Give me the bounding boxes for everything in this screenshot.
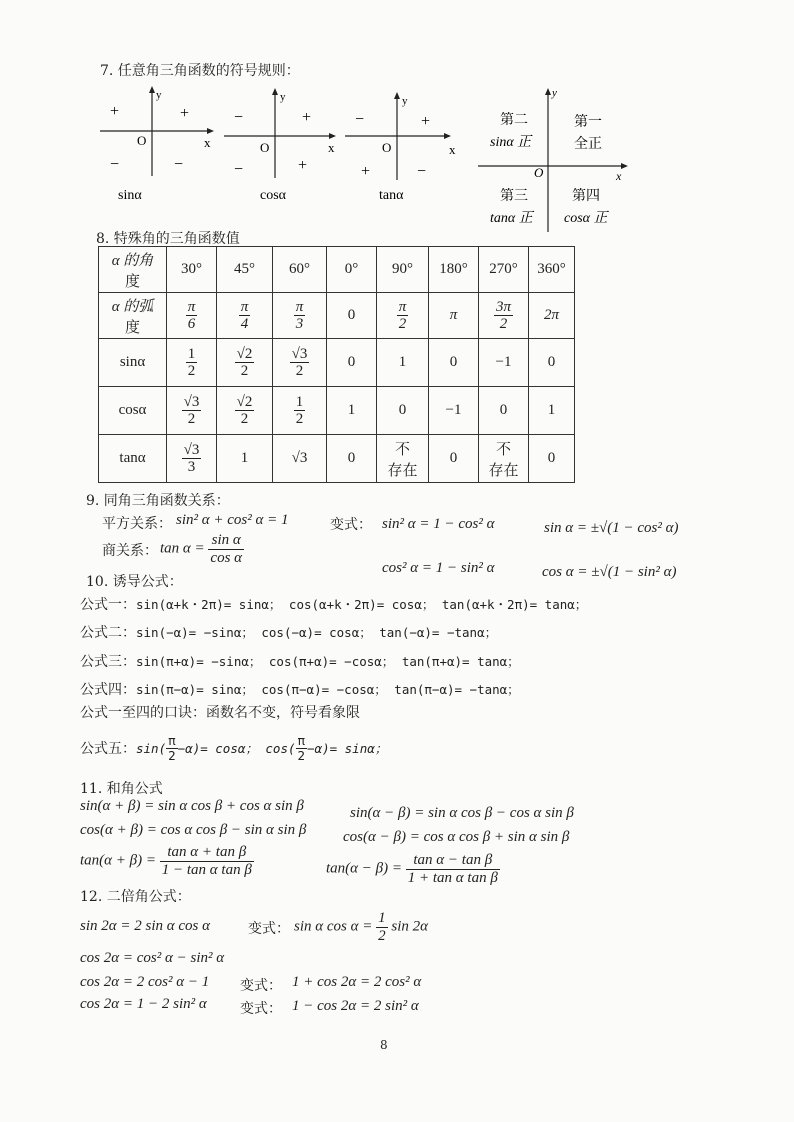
table-cell: 60° [273,247,327,293]
table-cell: 180° [429,247,479,293]
formula-3-line: 公式三：sin(π+α)= −sinα； cos(π+α)= −cosα； tan(π+α)= tanα； [80,654,520,670]
diagram-caption: cosα [260,188,286,203]
square-relation-formula: sin² α + cos² α = 1 [176,512,289,528]
table-cell: $\frac{\pi}{6}$ [167,293,217,339]
table-cell: 不 存在 [377,435,429,483]
sum-formula-tan-minus: tan(α − β) = $\frac{\text{tan α − tan β}}{\text{1 + tan α tan β}}$ [326,852,498,886]
quadrant-1-name: 第一 [574,115,602,130]
quadrant-3-rule: tanα 正 [490,211,533,226]
double-angle-cos-variant-2: 1 − cos 2α = 2 sin² α [292,998,419,1014]
table-cell: 0 [429,339,479,387]
table-cell: 2π [529,293,575,339]
quotient-relation-label: 商关系： [102,543,158,559]
quadrant-4-sign: − [417,163,427,180]
formula-rhyme: 公式一至四的口诀：函数名不变，符号看象限 [80,705,360,721]
sum-formula-tan-plus: tan(α + β) = $\frac{\text{tan α + tan β}}{\text{1 − tan α tan β}}$ [80,844,252,878]
quadrant-3-sign: − [110,156,120,173]
sum-formula-sin-minus: sin(α − β) = sin α cos β − cos α sin β [350,805,574,821]
quadrant-4-rule: cosα 正 [564,211,608,226]
variant-formula-1: sin² α = 1 − cos² α [382,516,495,532]
section-12-title: 12. 二倍角公式： [80,889,191,905]
double-angle-cos-variant-1: 1 + cos 2α = 2 cos² α [292,974,422,990]
formula-5-line: 公式五：sin( $\frac{\pi}{2}$ −α)= cosα； cos( $\frac{\pi}{2}$ −α)= sinα； [80,733,388,763]
variant-label: 变式： [248,921,290,937]
table-row-tan [99,435,575,483]
table-cell: 不 存在 [479,435,529,483]
x-axis-label: x [616,169,622,183]
quadrant-3-name: 第三 [500,189,528,204]
table-cell: √3 [273,435,327,483]
x-axis-label: x [204,135,211,150]
quadrant-4-name: 第四 [572,189,600,204]
quadrant-2-sign: − [234,109,244,126]
table-cell: $\frac{3\pi}{2}$ [479,293,529,339]
y-axis-label: y [156,89,162,101]
diagram-caption: tanα [379,188,404,203]
quadrant-4-sign: − [174,156,184,173]
tan-sign-diagram [345,88,470,204]
y-axis-label: y [402,95,408,107]
table-cell: $\frac{√3}{2}$ [273,339,327,387]
double-angle-cos-3: cos 2α = 1 − 2 sin² α [80,996,207,1012]
variant-formula-2: sin α = ±√(1 − cos² α) [544,520,679,536]
table-cell: −1 [429,387,479,435]
origin-label: O [260,140,270,155]
double-angle-sin-variant: sin α cos α = $\frac{1}{2}$ sin 2α [294,910,429,944]
row-header: sinα [99,339,167,387]
section-7-title: 7. 任意角三角函数的符号规则： [100,63,300,79]
quotient-relation-formula: tan α = $\frac{\text{sin α}}{\text{cos α}}$ [160,532,243,566]
origin-label: O [534,165,544,180]
page-number: 8 [380,1038,388,1052]
double-angle-cos-2: cos 2α = 2 cos² α − 1 [80,974,210,990]
sum-formula-sin-plus: sin(α + β) = sin α cos β + cos α sin β [80,798,304,814]
table-cell: 0° [327,247,377,293]
quadrant-1-sign: + [180,105,190,122]
quadrant-1-sign: + [421,113,431,130]
table-cell: $\frac{√3}{3}$ [167,435,217,483]
table-row-sin [99,339,575,387]
y-axis-label: y [552,87,557,99]
quadrant-2-sign: + [110,103,120,120]
variant-label: 变式： [240,978,282,994]
table-cell: 0 [327,293,377,339]
table-cell: 30° [167,247,217,293]
row-header: tanα [99,435,167,483]
quadrant-2-name: 第二 [500,113,528,128]
table-cell: 0 [377,387,429,435]
table-cell: 0 [529,435,575,483]
variant-formula-3: cos² α = 1 − sin² α [382,560,495,576]
table-cell: $\frac{\pi}{4}$ [217,293,273,339]
table-cell: 0 [529,339,575,387]
table-cell: $\frac{√2}{2}$ [217,339,273,387]
table-cell: π [429,293,479,339]
variant-label: 变式： [330,517,372,533]
origin-label: O [382,140,392,155]
formula-1-line: 公式一：sin(α+k・2π)= sinα； cos(α+k・2π)= cosα； tan(α+k・2π)= tanα； [80,597,588,613]
sin-sign-diagram [96,84,226,204]
section-8-title: 8. 特殊角的三角函数值 [96,231,240,247]
table-cell: 45° [217,247,273,293]
quadrant-1-rule: 全正 [574,137,602,152]
quadrant-1-sign: + [302,109,312,126]
section-9-title: 9. 同角三角函数关系： [86,493,230,509]
table-cell: 1 [529,387,575,435]
table-cell: $\frac{1}{2}$ [273,387,327,435]
quadrant-2-sign: − [355,111,365,128]
section-11-title: 11. 和角公式 [80,781,163,797]
quadrant-3-sign: + [361,163,371,180]
sum-formula-cos-minus: cos(α − β) = cos α cos β + sin α sin β [343,829,570,845]
table-cell: 0 [429,435,479,483]
table-row-radian [99,293,575,339]
formula-2-line: 公式二：sin(−α)= −sinα； cos(−α)= cosα； tan(−α)= −tanα； [80,625,498,641]
y-axis-label: y [280,91,286,103]
formula-4-line: 公式四：sin(π−α)= sinα； cos(π−α)= −cosα； tan(π−α)= −tanα； [80,682,520,698]
table-cell: 1 [327,387,377,435]
cos-sign-diagram [222,84,352,204]
quadrant-4-sign: + [298,157,308,174]
quadrant-2-rule: sinα 正 [490,135,532,150]
quadrant-sign-diagram [476,84,636,234]
variant-formula-4: cos α = ±√(1 − sin² α) [542,564,677,580]
table-cell: 360° [529,247,575,293]
table-cell: $\frac{√3}{2}$ [167,387,217,435]
table-cell: 0 [479,387,529,435]
table-cell: 1 [377,339,429,387]
quadrant-3-sign: − [234,161,244,178]
table-cell: 270° [479,247,529,293]
double-angle-cos-1: cos 2α = cos² α − sin² α [80,950,225,966]
x-axis-label: x [449,142,456,157]
table-row-cos [99,387,575,435]
table-cell: −1 [479,339,529,387]
row-header: α 的弧 度 [99,293,167,339]
table-cell: $\frac{\pi}{2}$ [377,293,429,339]
table-cell: 90° [377,247,429,293]
square-relation-label: 平方关系： [102,516,172,532]
origin-label: O [137,133,147,148]
special-angle-table [98,246,575,483]
table-cell: 0 [327,435,377,483]
variant-label: 变式： [240,1001,282,1017]
table-cell: $\frac{1}{2}$ [167,339,217,387]
sum-formula-cos-plus: cos(α + β) = cos α cos β − sin α sin β [80,822,307,838]
diagram-caption: sinα [118,188,142,203]
section-10-title: 10. 诱导公式： [86,574,183,590]
double-angle-sin: sin 2α = 2 sin α cos α [80,918,210,934]
x-axis-label: x [328,140,335,155]
table-cell: 0 [327,339,377,387]
row-header: α 的角 度 [99,247,167,293]
table-cell: 1 [217,435,273,483]
table-cell: $\frac{√2}{2}$ [217,387,273,435]
row-header: cosα [99,387,167,435]
table-cell: $\frac{\pi}{3}$ [273,293,327,339]
table-row-degree [99,247,575,293]
